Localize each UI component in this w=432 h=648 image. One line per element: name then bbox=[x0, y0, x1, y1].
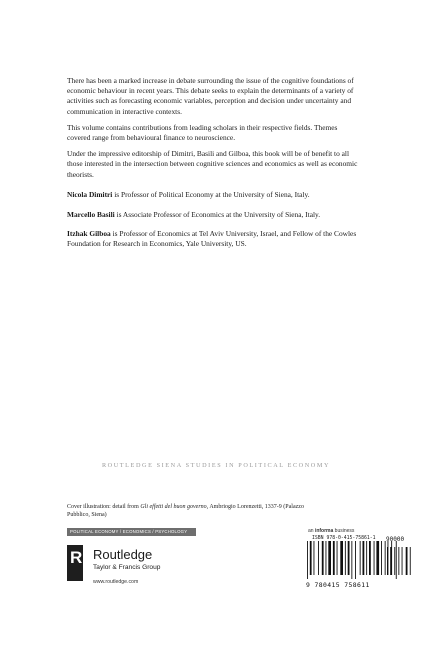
informa-prefix: an bbox=[308, 528, 315, 534]
blurb bbox=[67, 76, 359, 259]
cover-illustration-credit bbox=[67, 503, 327, 520]
routledge-logo-letter: R bbox=[70, 548, 83, 567]
editor-bio-text: is Associate Professor of Economics at the University of Siena, Italy. bbox=[114, 209, 321, 219]
barcode-icon bbox=[305, 541, 415, 581]
editor-bio-text: is Professor of Economics at Tel Aviv University, Israel, and Fellow of the Cowles Foundation for Research in Economics, Yale University, US. bbox=[67, 229, 357, 249]
blurb-paragraph-3: Under the impressive editorship of Dimitri, Basili and Gilboa, this book will be of benefit to all those interested in the intersection between cognitive sciences and economics as well as economic theorists. bbox=[67, 149, 358, 179]
series-title-text: ROUTLEDGE SIENA STUDIES IN POLITICAL ECONOMY bbox=[101, 462, 331, 469]
blurb-paragraph-1: There has been a marked increase in debate surrounding the issue of the cognitive foundations of economic behaviour in recent years. This debate seeks to explain the determinants of a variety of activities such as forecasting economic variables, perception and decision under uncertainty and communication in interactive contexts. bbox=[67, 76, 354, 116]
editor-name: Marcello Basili bbox=[67, 209, 115, 219]
editor-name: Nicola Dimitri bbox=[67, 189, 113, 199]
credit-prefix: Cover illustration: detail from bbox=[67, 504, 141, 510]
editor-bio-gilboa bbox=[67, 229, 359, 249]
publisher-name: Routledge bbox=[93, 547, 153, 562]
isbn-label: ISBN 978-0-415-75861-1 bbox=[312, 536, 376, 541]
subject-category-bar: POLITICAL ECONOMY / ECONOMICS / PSYCHOLOGY bbox=[67, 528, 196, 536]
artwork-title: Gli effetti del buon governo bbox=[140, 504, 207, 510]
price-code: 90000 bbox=[386, 536, 405, 543]
editor-bio-basili bbox=[67, 210, 359, 220]
editor-name: Itzhak Gilboa bbox=[67, 229, 111, 239]
informa-suffix: business bbox=[333, 528, 355, 534]
series-title bbox=[0, 462, 432, 469]
publisher-group: Taylor & Francis Group bbox=[93, 564, 161, 571]
editor-bio-dimitri bbox=[67, 190, 359, 200]
editor-bio-text: is Professor of Political Economy at the University of Siena, Italy. bbox=[112, 189, 310, 199]
informa-brand: informa bbox=[314, 528, 334, 534]
ean-number: 9 780415 758611 bbox=[306, 581, 370, 589]
informa-business-tag bbox=[308, 528, 354, 534]
credit-suffix: , Ambriogio Lorenzetti, 1337-9 (Palazzo Pubblico, Siena) bbox=[67, 504, 304, 519]
blurb-paragraph-2: This volume contains contributions from leading scholars in their respective fields. Themes covered range from behavioural finance to neuroscience. bbox=[67, 122, 338, 143]
publisher-url: www.routledge.com bbox=[93, 579, 139, 585]
